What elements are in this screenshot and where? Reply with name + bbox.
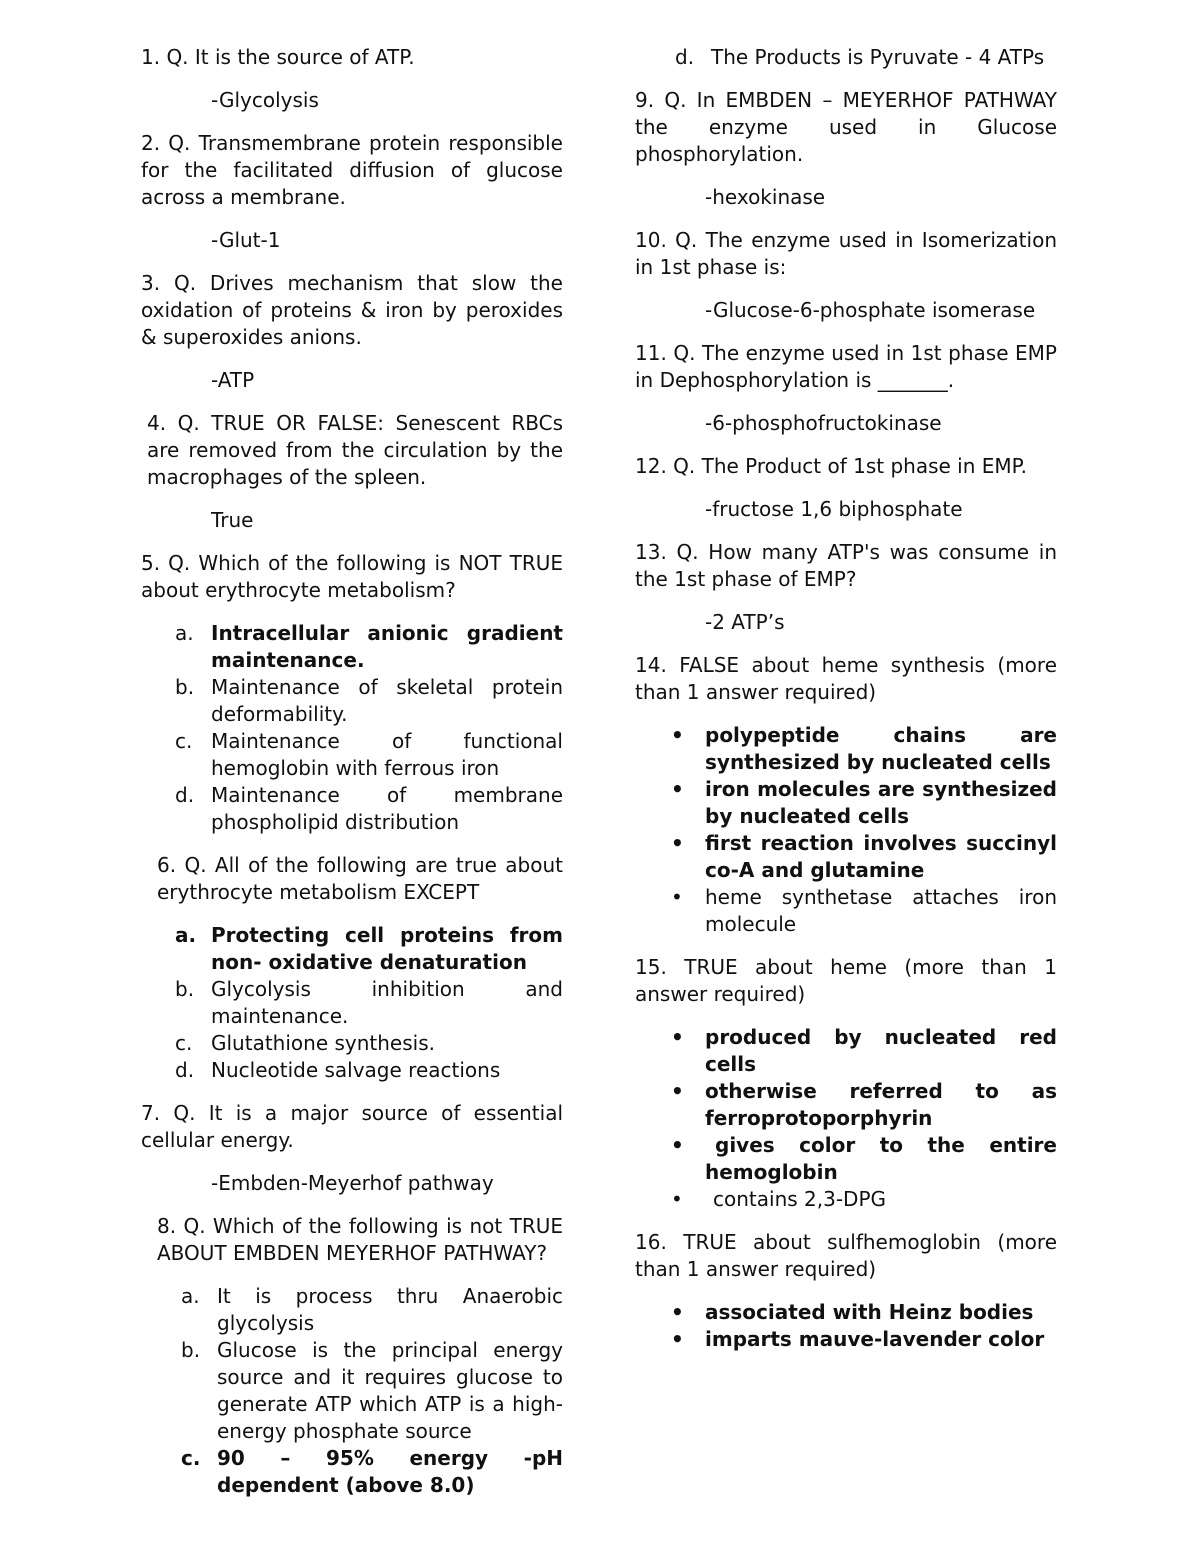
bullet-15-4: • contains 2,3-DPG bbox=[671, 1187, 886, 1211]
question-15-bullets bbox=[635, 1024, 1057, 1213]
option-5b: b. Maintenance of skeletal protein deformability. bbox=[175, 675, 563, 726]
option-6d: d. Nucleotide salvage reactions bbox=[175, 1058, 501, 1082]
option-6b: b. Glycolysis inhibition and maintenance. bbox=[175, 977, 563, 1028]
bullet-16-2: • imparts mauve-lavender color bbox=[671, 1327, 1045, 1351]
question-5: 5. Q. Which of the following is NOT TRUE about erythrocyte metabolism? bbox=[141, 551, 563, 602]
bullet-icon: • bbox=[671, 1133, 684, 1157]
option-8a: a. It is process thru Anaerobic glycolysis bbox=[181, 1284, 563, 1335]
answer-2: -Glut-1 bbox=[211, 228, 281, 252]
bullet-15-2: • otherwise referred to as ferroprotoporphyrin bbox=[671, 1079, 1057, 1130]
bullet-icon: • bbox=[671, 723, 684, 747]
question-15: 15. TRUE about heme (more than 1 answer required) bbox=[635, 955, 1057, 1006]
option-5a: a. Intracellular anionic gradient maintenance. bbox=[175, 621, 563, 672]
bullet-14-4: • heme synthetase attaches iron molecule bbox=[671, 885, 1057, 936]
bullet-icon: • bbox=[671, 1327, 684, 1351]
right-column bbox=[635, 44, 1057, 1369]
bullet-14-1: • polypeptide chains are synthesized by nucleated cells bbox=[671, 723, 1057, 774]
answer-4: True bbox=[211, 508, 254, 532]
question-1: 1. Q. It is the source of ATP. bbox=[141, 45, 415, 69]
option-8d: d. The Products is Pyruvate - 4 ATPs bbox=[675, 45, 1045, 69]
option-6a: a. Protecting cell proteins from non- oxidative denaturation bbox=[175, 923, 563, 974]
bullet-icon: • bbox=[671, 777, 684, 801]
question-3: 3. Q. Drives mechanism that slow the oxidation of proteins & iron by peroxides & superoxides anions. bbox=[141, 271, 563, 349]
bullet-icon: • bbox=[671, 1079, 684, 1103]
bullet-14-2: • iron molecules are synthesized by nucleated cells bbox=[671, 777, 1057, 828]
bullet-14-3: • first reaction involves succinyl co-A and glutamine bbox=[671, 831, 1057, 882]
question-8-options-continued bbox=[635, 44, 1057, 71]
bullet-icon: • bbox=[671, 1025, 684, 1049]
question-7: 7. Q. It is a major source of essential cellular energy. bbox=[141, 1101, 563, 1152]
bullet-15-3: • gives color to the entire hemoglobin bbox=[671, 1133, 1057, 1184]
question-6: 6. Q. All of the following are true about erythrocyte metabolism EXCEPT bbox=[157, 853, 563, 904]
left-column bbox=[141, 44, 563, 1515]
question-16: 16. TRUE about sulfhemoglobin (more than 1 answer required) bbox=[635, 1230, 1057, 1281]
question-4: 4. Q. TRUE OR FALSE: Senescent RBCs are removed from the circulation by the macrophages of the spleen. bbox=[147, 411, 563, 489]
answer-13: -2 ATP’s bbox=[705, 610, 785, 634]
bullet-15-1: • produced by nucleated red cells bbox=[671, 1025, 1057, 1076]
question-14-bullets bbox=[635, 722, 1057, 938]
bullet-icon: • bbox=[671, 831, 684, 855]
question-5-options bbox=[141, 620, 563, 836]
answer-12: -fructose 1,6 biphosphate bbox=[705, 497, 963, 521]
question-6-options bbox=[141, 922, 563, 1084]
answer-3: -ATP bbox=[211, 368, 255, 392]
answer-10: -Glucose-6-phosphate isomerase bbox=[705, 298, 1036, 322]
question-14: 14. FALSE about heme synthesis (more than 1 answer required) bbox=[635, 653, 1057, 704]
option-8c: c. 90 – 95% energy -pH dependent (above 8.0) bbox=[181, 1446, 563, 1497]
question-8-options bbox=[141, 1283, 563, 1499]
answer-9: -hexokinase bbox=[705, 185, 826, 209]
question-11: 11. Q. The enzyme used in 1st phase EMP in Dephosphorylation is _______. bbox=[635, 341, 1057, 392]
question-12: 12. Q. The Product of 1st phase in EMP. bbox=[635, 454, 1027, 478]
bullet-icon: • bbox=[671, 1300, 684, 1324]
option-5c: c. Maintenance of functional hemoglobin with ferrous iron bbox=[175, 729, 563, 780]
question-9: 9. Q. In EMBDEN – MEYERHOF PATHWAY the enzyme used in Glucose phosphorylation. bbox=[635, 88, 1057, 166]
option-5d: d. Maintenance of membrane phospholipid distribution bbox=[175, 783, 563, 834]
question-16-bullets bbox=[635, 1299, 1057, 1353]
option-6c: c. Glutathione synthesis. bbox=[175, 1031, 435, 1055]
bullet-16-1: • associated with Heinz bodies bbox=[671, 1300, 1034, 1324]
option-8b: b. Glucose is the principal energy source and it requires glucose to generate ATP which ATP is a high-energy phosphate source bbox=[181, 1338, 563, 1443]
bullet-icon: • bbox=[671, 885, 683, 909]
question-8: 8. Q. Which of the following is not TRUE ABOUT EMBDEN MEYERHOF PATHWAY? bbox=[157, 1214, 563, 1265]
answer-1: -Glycolysis bbox=[211, 88, 319, 112]
answer-7: -Embden-Meyerhof pathway bbox=[211, 1171, 494, 1195]
question-10: 10. Q. The enzyme used in Isomerization in 1st phase is: bbox=[635, 228, 1057, 279]
bullet-icon: • bbox=[671, 1187, 683, 1211]
question-2: 2. Q. Transmembrane protein responsible for the facilitated diffusion of glucose across a membrane. bbox=[141, 131, 563, 209]
question-13: 13. Q. How many ATP's was consume in the 1st phase of EMP? bbox=[635, 540, 1057, 591]
answer-11: -6-phosphofructokinase bbox=[705, 411, 942, 435]
